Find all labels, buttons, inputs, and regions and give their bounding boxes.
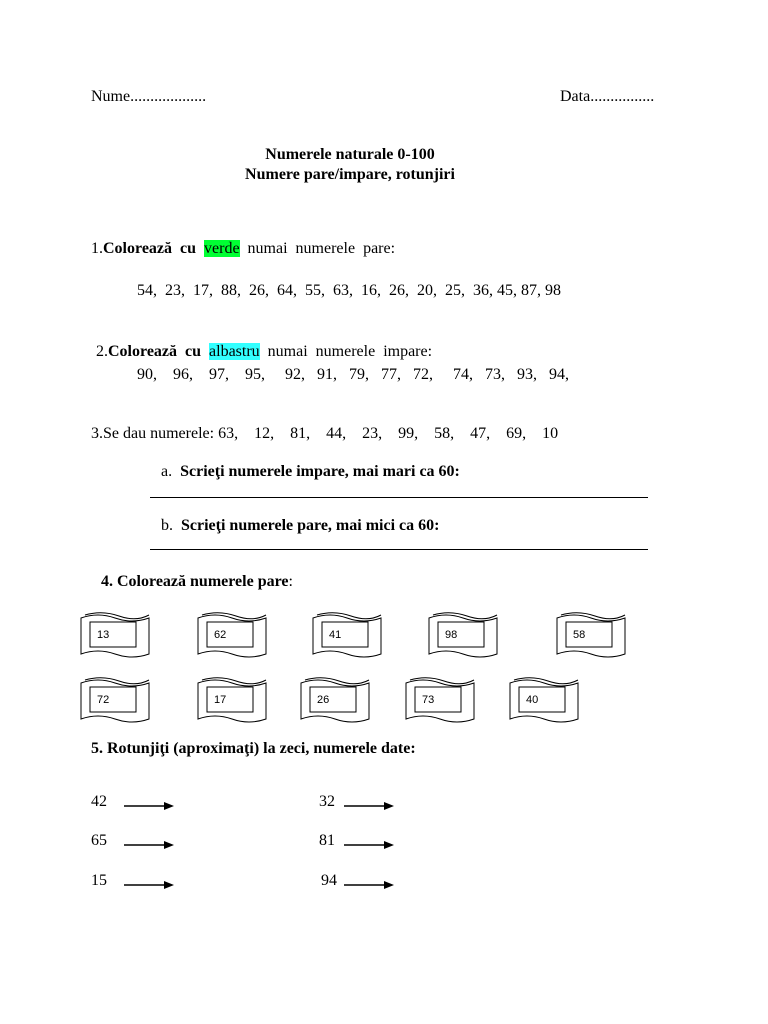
right-arrow-icon (124, 800, 176, 812)
rounding-number: 94 (321, 872, 337, 889)
scroll-number: 17 (214, 694, 227, 706)
number-scroll[interactable] (78, 677, 152, 725)
number-scroll[interactable] (310, 612, 384, 660)
rounding-number: 32 (319, 793, 335, 810)
number-scroll[interactable] (195, 612, 269, 660)
green-highlight-word: verde (204, 240, 240, 257)
rounding-number: 15 (91, 872, 107, 889)
name-field-label: Nume................... (91, 88, 207, 105)
scroll-number: 98 (445, 629, 458, 641)
exercise-3b-text: Scrieţi numerele pare, mai mici ca 60: (181, 517, 440, 534)
blue-highlight-word: albastru (209, 343, 260, 360)
right-arrow-icon (344, 839, 396, 851)
rounding-number: 42 (91, 793, 107, 810)
right-arrow-icon (124, 839, 176, 851)
number-scroll[interactable] (426, 612, 500, 660)
number-scroll[interactable] (195, 677, 269, 725)
exercise-4-title-text: 4. Colorează numerele pare (101, 573, 289, 590)
number-scroll[interactable] (403, 677, 477, 725)
exercise-5-title: 5. Rotunjiţi (aproximaţi) la zeci, numerele date: (91, 740, 416, 757)
exercise-2-instruction (96, 344, 432, 360)
number-scroll[interactable] (78, 612, 152, 660)
exercise-3a-text: Scrieţi numerele impare, mai mari ca 60: (180, 463, 460, 480)
right-arrow-icon (124, 879, 176, 891)
exercise-4-title (101, 574, 293, 590)
scroll-number: 41 (329, 629, 342, 641)
exercise-3a-marker: a. (161, 463, 173, 480)
scroll-number: 26 (317, 694, 330, 706)
exercise-2-rest: numai numerele impare: (267, 343, 433, 360)
number-scroll[interactable] (507, 677, 581, 725)
scroll-number: 62 (214, 629, 227, 641)
exercise-4-colon: : (288, 573, 293, 590)
exercise-1-instruction (91, 241, 395, 257)
exercise-1-rest: numai numerele pare: (247, 240, 396, 257)
rounding-number: 81 (319, 832, 335, 849)
exercise-2-numbers: 90, 96, 97, 95, 92, 91, 79, 77, 72, 74, 73, 93, 94, (137, 366, 569, 383)
exercise-1-bold-text: Colorează cu (103, 240, 197, 257)
scroll-number: 40 (526, 694, 539, 706)
right-arrow-icon (344, 879, 396, 891)
exercise-3-intro: 3.Se dau numerele: 63, 12, 81, 44, 23, 99, 58, 47, 69, 10 (91, 425, 559, 442)
right-arrow-icon (344, 800, 396, 812)
exercise-3b-marker: b. (161, 517, 173, 534)
scroll-number: 13 (97, 629, 110, 641)
scroll-number: 72 (97, 694, 110, 706)
scroll-number: 73 (422, 694, 435, 706)
date-field-label: Data................ (560, 88, 655, 105)
scroll-number: 58 (573, 629, 586, 641)
exercise-2-number: 2. (96, 343, 108, 360)
worksheet-title: Numerele naturale 0-100 (265, 146, 435, 163)
answer-line-3b[interactable] (150, 549, 648, 550)
exercise-3a (161, 464, 460, 480)
number-scroll[interactable] (554, 612, 628, 660)
worksheet-subtitle: Numere pare/impare, rotunjiri (245, 166, 455, 183)
exercise-3b (161, 518, 439, 534)
rounding-number: 65 (91, 832, 107, 849)
exercise-1-numbers: 54, 23, 17, 88, 26, 64, 55, 63, 16, 26, 20, 25, 36, 45, 87, 98 (137, 282, 561, 299)
exercise-2-bold-text: Colorează cu (108, 343, 202, 360)
answer-line-3a[interactable] (150, 497, 648, 498)
exercise-1-number: 1. (91, 240, 103, 257)
number-scroll[interactable] (298, 677, 372, 725)
